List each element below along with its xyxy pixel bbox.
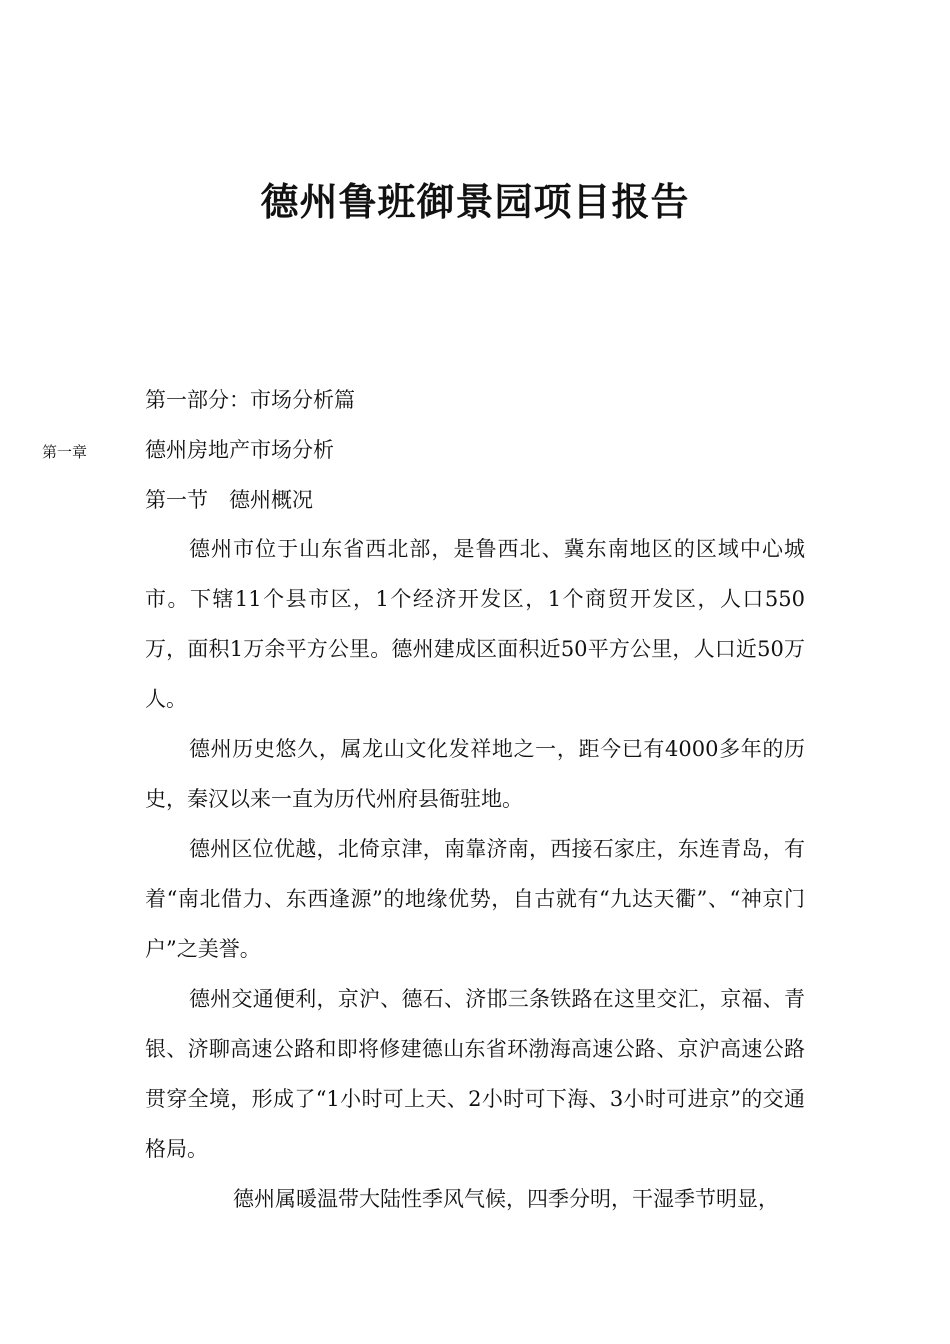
paragraph: 德州区位优越，北倚京津，南靠济南，西接石家庄，东连青岛，有着“南北借力、东西逢源”的地缘优势，自古就有“九达天衢”、“神京门户”之美誉。	[145, 837, 805, 961]
paragraph: 德州属暖温带大陆性季风气候，四季分明，干湿季节明显，	[233, 1187, 779, 1211]
document-title: 德州鲁班御景园项目报告	[260, 179, 690, 224]
section-title: 第一节 德州概况	[145, 488, 313, 512]
chapter-label: 第一章	[42, 443, 88, 461]
paragraph: 德州交通便利，京沪、德石、济邯三条铁路在这里交汇，京福、青银、济聊高速公路和即将修建德山东省环渤海高速公路、京沪高速公路贯穿全境，形成了“1小时可上天、2小时可下海、3小时可进京”的交通格局。	[145, 987, 805, 1161]
paragraph: 德州历史悠久，属龙山文化发祥地之一，距今已有4000多年的历史，秦汉以来一直为历代州府县衙驻地。	[145, 737, 805, 811]
chapter-title: 德州房地产市场分析	[145, 438, 334, 462]
paragraph: 德州市位于山东省西北部，是鲁西北、冀东南地区的区域中心城市。下辖11个县市区，1个经济开发区，1个商贸开发区，人口550万，面积1万余平方公里。德州建成区面积近50平方公里，人口近50万人。	[145, 537, 805, 711]
body-text	[145, 524, 805, 1224]
part-heading: 第一部分：市场分析篇	[145, 388, 355, 412]
